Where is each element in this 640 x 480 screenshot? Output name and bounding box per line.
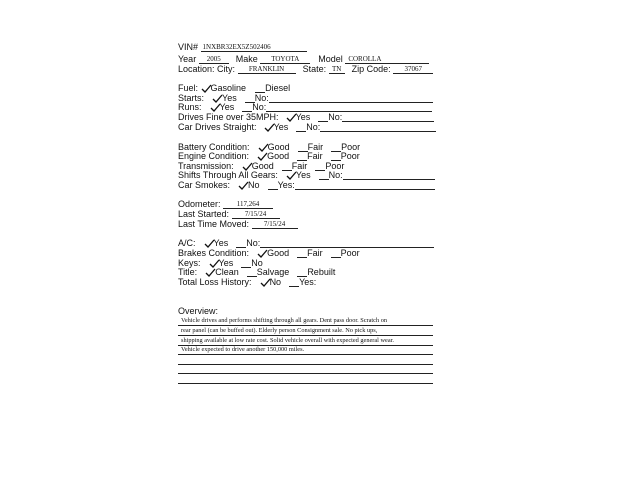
check-mark-icon[interactable] [201, 85, 211, 93]
engine-poor-option[interactable]: Poor [340, 151, 360, 161]
overview-text: rear panel (can be buffed out). Elderly person Consignment sale. No pick ups, [181, 327, 378, 334]
brakes-row [178, 248, 360, 258]
zip-value: 37067 [404, 64, 422, 73]
transmission-label: Transmission: [178, 161, 234, 171]
runs-no-option[interactable]: No: [252, 102, 267, 112]
vin-row [178, 42, 307, 52]
runs-no-field[interactable] [266, 103, 432, 112]
smokes-no-option[interactable]: No [248, 180, 260, 190]
shifts-row [178, 170, 435, 180]
ac-label: A/C: [178, 238, 196, 248]
runs-yes-option[interactable]: Yes [219, 102, 235, 112]
battery-label: Battery Condition: [178, 142, 250, 152]
engine-good-option[interactable]: Good [267, 151, 290, 161]
starts-label: Starts: [178, 93, 205, 103]
vin-label: VIN# [178, 42, 199, 52]
keys-no-option[interactable]: No [251, 258, 263, 268]
model-value: COROLLA [348, 54, 382, 63]
drives-straight-yes-option[interactable]: Yes [273, 122, 289, 132]
drives-fine-no-option[interactable]: No: [328, 112, 343, 122]
shifts-label: Shifts Through All Gears: [178, 170, 278, 180]
check-mark-icon[interactable] [257, 153, 267, 161]
engine-fair-blank[interactable] [297, 152, 307, 161]
title-rebuilt-option[interactable]: Rebuilt [307, 267, 336, 277]
drives-straight-no-field[interactable] [320, 123, 436, 132]
brakes-poor-option[interactable]: Poor [340, 248, 360, 258]
brakes-fair-option[interactable]: Fair [307, 248, 323, 258]
fuel-gasoline-option[interactable]: Gasoline [210, 83, 247, 93]
keys-label: Keys: [178, 258, 201, 268]
battery-poor-option[interactable]: Poor [341, 142, 361, 152]
starts-yes-option[interactable]: Yes [222, 93, 237, 103]
state-label: State: [302, 64, 327, 74]
ac-yes-option[interactable]: Yes [213, 238, 229, 248]
model-label: Model [318, 54, 343, 64]
ac-no-blank[interactable] [236, 239, 246, 248]
brakes-fair-blank[interactable] [297, 249, 307, 258]
shifts-no-field[interactable] [343, 171, 435, 180]
title-salvage-blank[interactable] [247, 268, 257, 277]
starts-no-option[interactable]: No: [254, 93, 269, 103]
shifts-no-option[interactable]: No: [328, 170, 343, 180]
overview-text: Vehicle expected to drive another 150,000 miles. [181, 346, 305, 353]
overview-text: Vehicle drives and performs shifting through all gears. Dent pass door. Scratch on [181, 317, 387, 324]
title-clean-option[interactable]: Clean [215, 267, 239, 277]
transmission-poor-option[interactable]: Poor [325, 161, 345, 171]
city-value: FRANKLIN [248, 64, 285, 73]
title-rebuilt-blank[interactable] [297, 268, 307, 277]
last-moved-value: 7/15/24 [263, 219, 286, 228]
brakes-poor-blank[interactable] [331, 249, 341, 258]
state-field[interactable] [329, 65, 345, 74]
check-mark-icon[interactable] [238, 182, 248, 190]
title-salvage-option[interactable]: Salvage [256, 267, 290, 277]
drives-straight-no-option[interactable]: No: [306, 122, 321, 132]
make-value: TOYOTA [271, 54, 300, 63]
drives-fine-yes-option[interactable]: Yes [295, 112, 311, 122]
last-started-label: Last Started: [178, 209, 230, 219]
last-started-row [178, 209, 280, 219]
ac-no-option[interactable]: No: [246, 238, 261, 248]
transmission-good-option[interactable]: Good [251, 161, 274, 171]
last-started-value: 7/15/24 [244, 209, 267, 218]
drives-fine-row [178, 112, 434, 122]
drives-fine-label: Drives Fine over 35MPH: [178, 112, 279, 122]
fuel-label: Fuel: [178, 83, 199, 93]
shifts-no-blank[interactable] [319, 171, 329, 180]
total-loss-yes-blank[interactable] [289, 278, 299, 287]
engine-row [178, 151, 360, 161]
check-mark-icon[interactable] [264, 124, 274, 132]
odometer-label: Odometer: [178, 199, 221, 209]
city-field[interactable] [238, 65, 296, 74]
keys-yes-option[interactable]: Yes [218, 258, 234, 268]
last-moved-label: Last Time Moved: [178, 219, 250, 229]
total-loss-label: Total Loss History: [178, 277, 252, 287]
vin-value: 1NXBR32EX5Z502406 [202, 42, 271, 51]
diesel-blank[interactable] [255, 84, 265, 93]
brakes-good-option[interactable]: Good [267, 248, 290, 258]
drives-fine-no-field[interactable] [342, 113, 434, 122]
year-value: 2005 [206, 54, 221, 63]
battery-fair-option[interactable]: Fair [307, 142, 324, 152]
make-field[interactable] [260, 55, 310, 64]
check-mark-icon[interactable] [257, 250, 267, 258]
brakes-label: Brakes Condition: [178, 248, 250, 258]
last-started-field[interactable] [232, 210, 280, 219]
battery-good-option[interactable]: Good [267, 142, 290, 152]
fuel-row [178, 83, 290, 93]
odometer-field[interactable] [223, 200, 273, 209]
check-mark-icon[interactable] [286, 114, 296, 122]
check-mark-icon[interactable] [205, 269, 215, 277]
fuel-diesel-option[interactable]: Diesel [265, 83, 291, 93]
overview-label: Overview: [178, 306, 219, 316]
zip-field[interactable] [393, 65, 433, 74]
smokes-yes-option[interactable]: Yes: [277, 180, 295, 190]
year-field[interactable] [199, 55, 229, 64]
year-label: Year [178, 54, 197, 64]
city-label: Location: City: [178, 64, 236, 74]
check-mark-icon[interactable] [204, 240, 214, 248]
check-mark-icon[interactable] [286, 172, 296, 180]
total-loss-yes-option[interactable]: Yes: [299, 277, 317, 287]
engine-poor-blank[interactable] [331, 152, 341, 161]
zip-label: Zip Code: [351, 64, 391, 74]
ac-no-field[interactable] [260, 239, 434, 248]
shifts-yes-option[interactable]: Yes [295, 170, 311, 180]
transmission-fair-option[interactable]: Fair [291, 161, 308, 171]
drives-fine-no-blank[interactable] [318, 113, 328, 122]
vin-field[interactable] [201, 43, 307, 52]
smokes-yes-blank[interactable] [268, 181, 278, 190]
last-moved-row [178, 219, 298, 229]
check-mark-icon[interactable] [260, 279, 270, 287]
year-make-model-row [178, 54, 429, 64]
last-moved-field[interactable] [252, 220, 298, 229]
runs-row [178, 102, 432, 112]
smokes-label: Car Smokes: [178, 180, 231, 190]
total-loss-no-option[interactable]: No [269, 277, 282, 287]
drives-straight-row [178, 122, 436, 132]
state-value: TN [331, 64, 342, 73]
overview-line[interactable] [178, 373, 433, 384]
drives-straight-label: Car Drives Straight: [178, 122, 257, 132]
overview-text: shipping available at low rate cost. Solid vehicle overall with expected general wear. [181, 337, 394, 344]
smokes-row [178, 180, 435, 190]
total-loss-row [178, 277, 316, 287]
check-mark-icon[interactable] [210, 104, 220, 112]
runs-label: Runs: [178, 102, 202, 112]
runs-no-blank[interactable] [242, 103, 252, 112]
title-row [178, 267, 335, 277]
drives-straight-no-blank[interactable] [296, 123, 306, 132]
engine-label: Engine Condition: [178, 151, 250, 161]
location-row [178, 64, 433, 74]
engine-fair-option[interactable]: Fair [307, 151, 323, 161]
title-label: Title: [178, 267, 198, 277]
smokes-yes-field[interactable] [295, 181, 435, 190]
ac-row [178, 238, 434, 248]
odometer-value: 117,264 [236, 199, 260, 208]
odometer-row [178, 199, 273, 209]
model-field[interactable] [345, 55, 429, 64]
make-label: Make [235, 54, 258, 64]
